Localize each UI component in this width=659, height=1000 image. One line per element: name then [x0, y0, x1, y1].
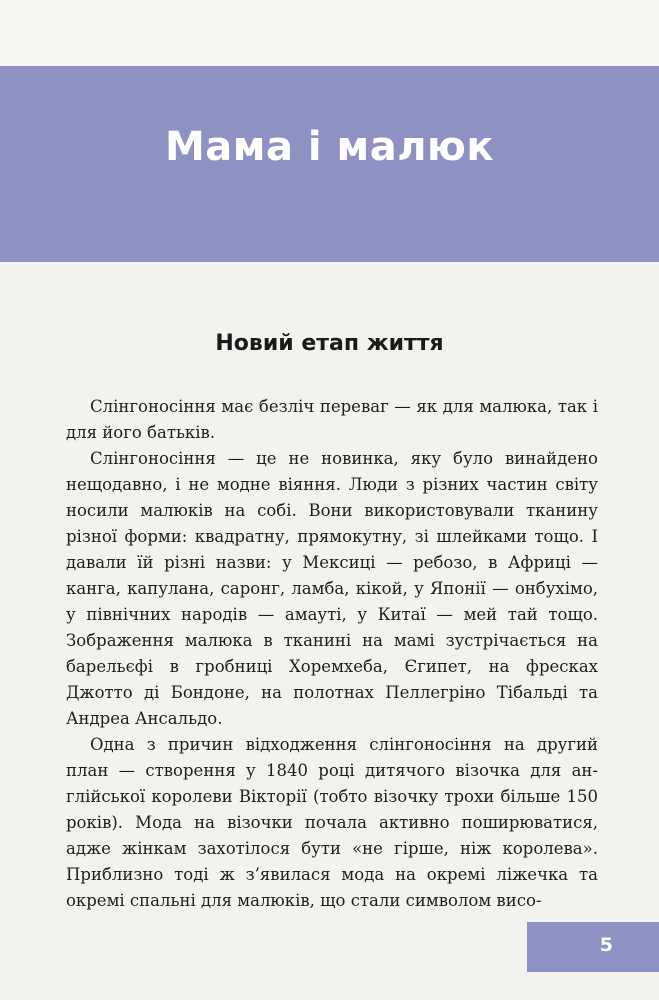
page-number-tab [527, 922, 659, 972]
chapter-title: Мама і малюк [164, 124, 495, 170]
section-heading: Новий етап життя [215, 331, 444, 356]
page-top-margin [0, 0, 659, 66]
body-text [66, 394, 598, 914]
paragraph-1: Слінгоносіння має безліч переваг — як для малюка, так і для його батьків. [66, 397, 598, 442]
paragraph-2: Слінгоносіння — це не новинка, яку було винайдено нещодавно, і не модне віяння. Люди з різних частин світу носили малюків на собі. Вони використовували тканину різної форми: квадратну, прямокутну, зі шлейками тощо. І давали їй різні назви: у Мексиці — ребозо, в Африці — канга, капулана, саронг, ламба, кікой, у Японії — онбухімо, у північних народів — амауті, у Китаї — мей тай тощо. Зображення малюка в тканині на мамі зустрічається на барельєфі в гробниці Хоремхеба, Єгипет, на фресках Джотто ді Бондоне, на полотнах Пеллегріно Тібальді та Андреа Ансальдо. [66, 449, 598, 728]
paragraph-3: Одна з причин відходження слінгоносіння на другий план — створення у 1840 році дитячого візочка для англійської королеви Вікторії (тобто візочку трохи більше 150 років). Мода на візочки почала активно поширюватися, адже жінкам захотілося бути «не гірше, ніж королева». Приблизно тоді ж з’явилася мода на окремі ліжечка та окремі спальні для малюків, що стали символом висо- [66, 735, 598, 910]
page-number: 5 [599, 934, 613, 956]
